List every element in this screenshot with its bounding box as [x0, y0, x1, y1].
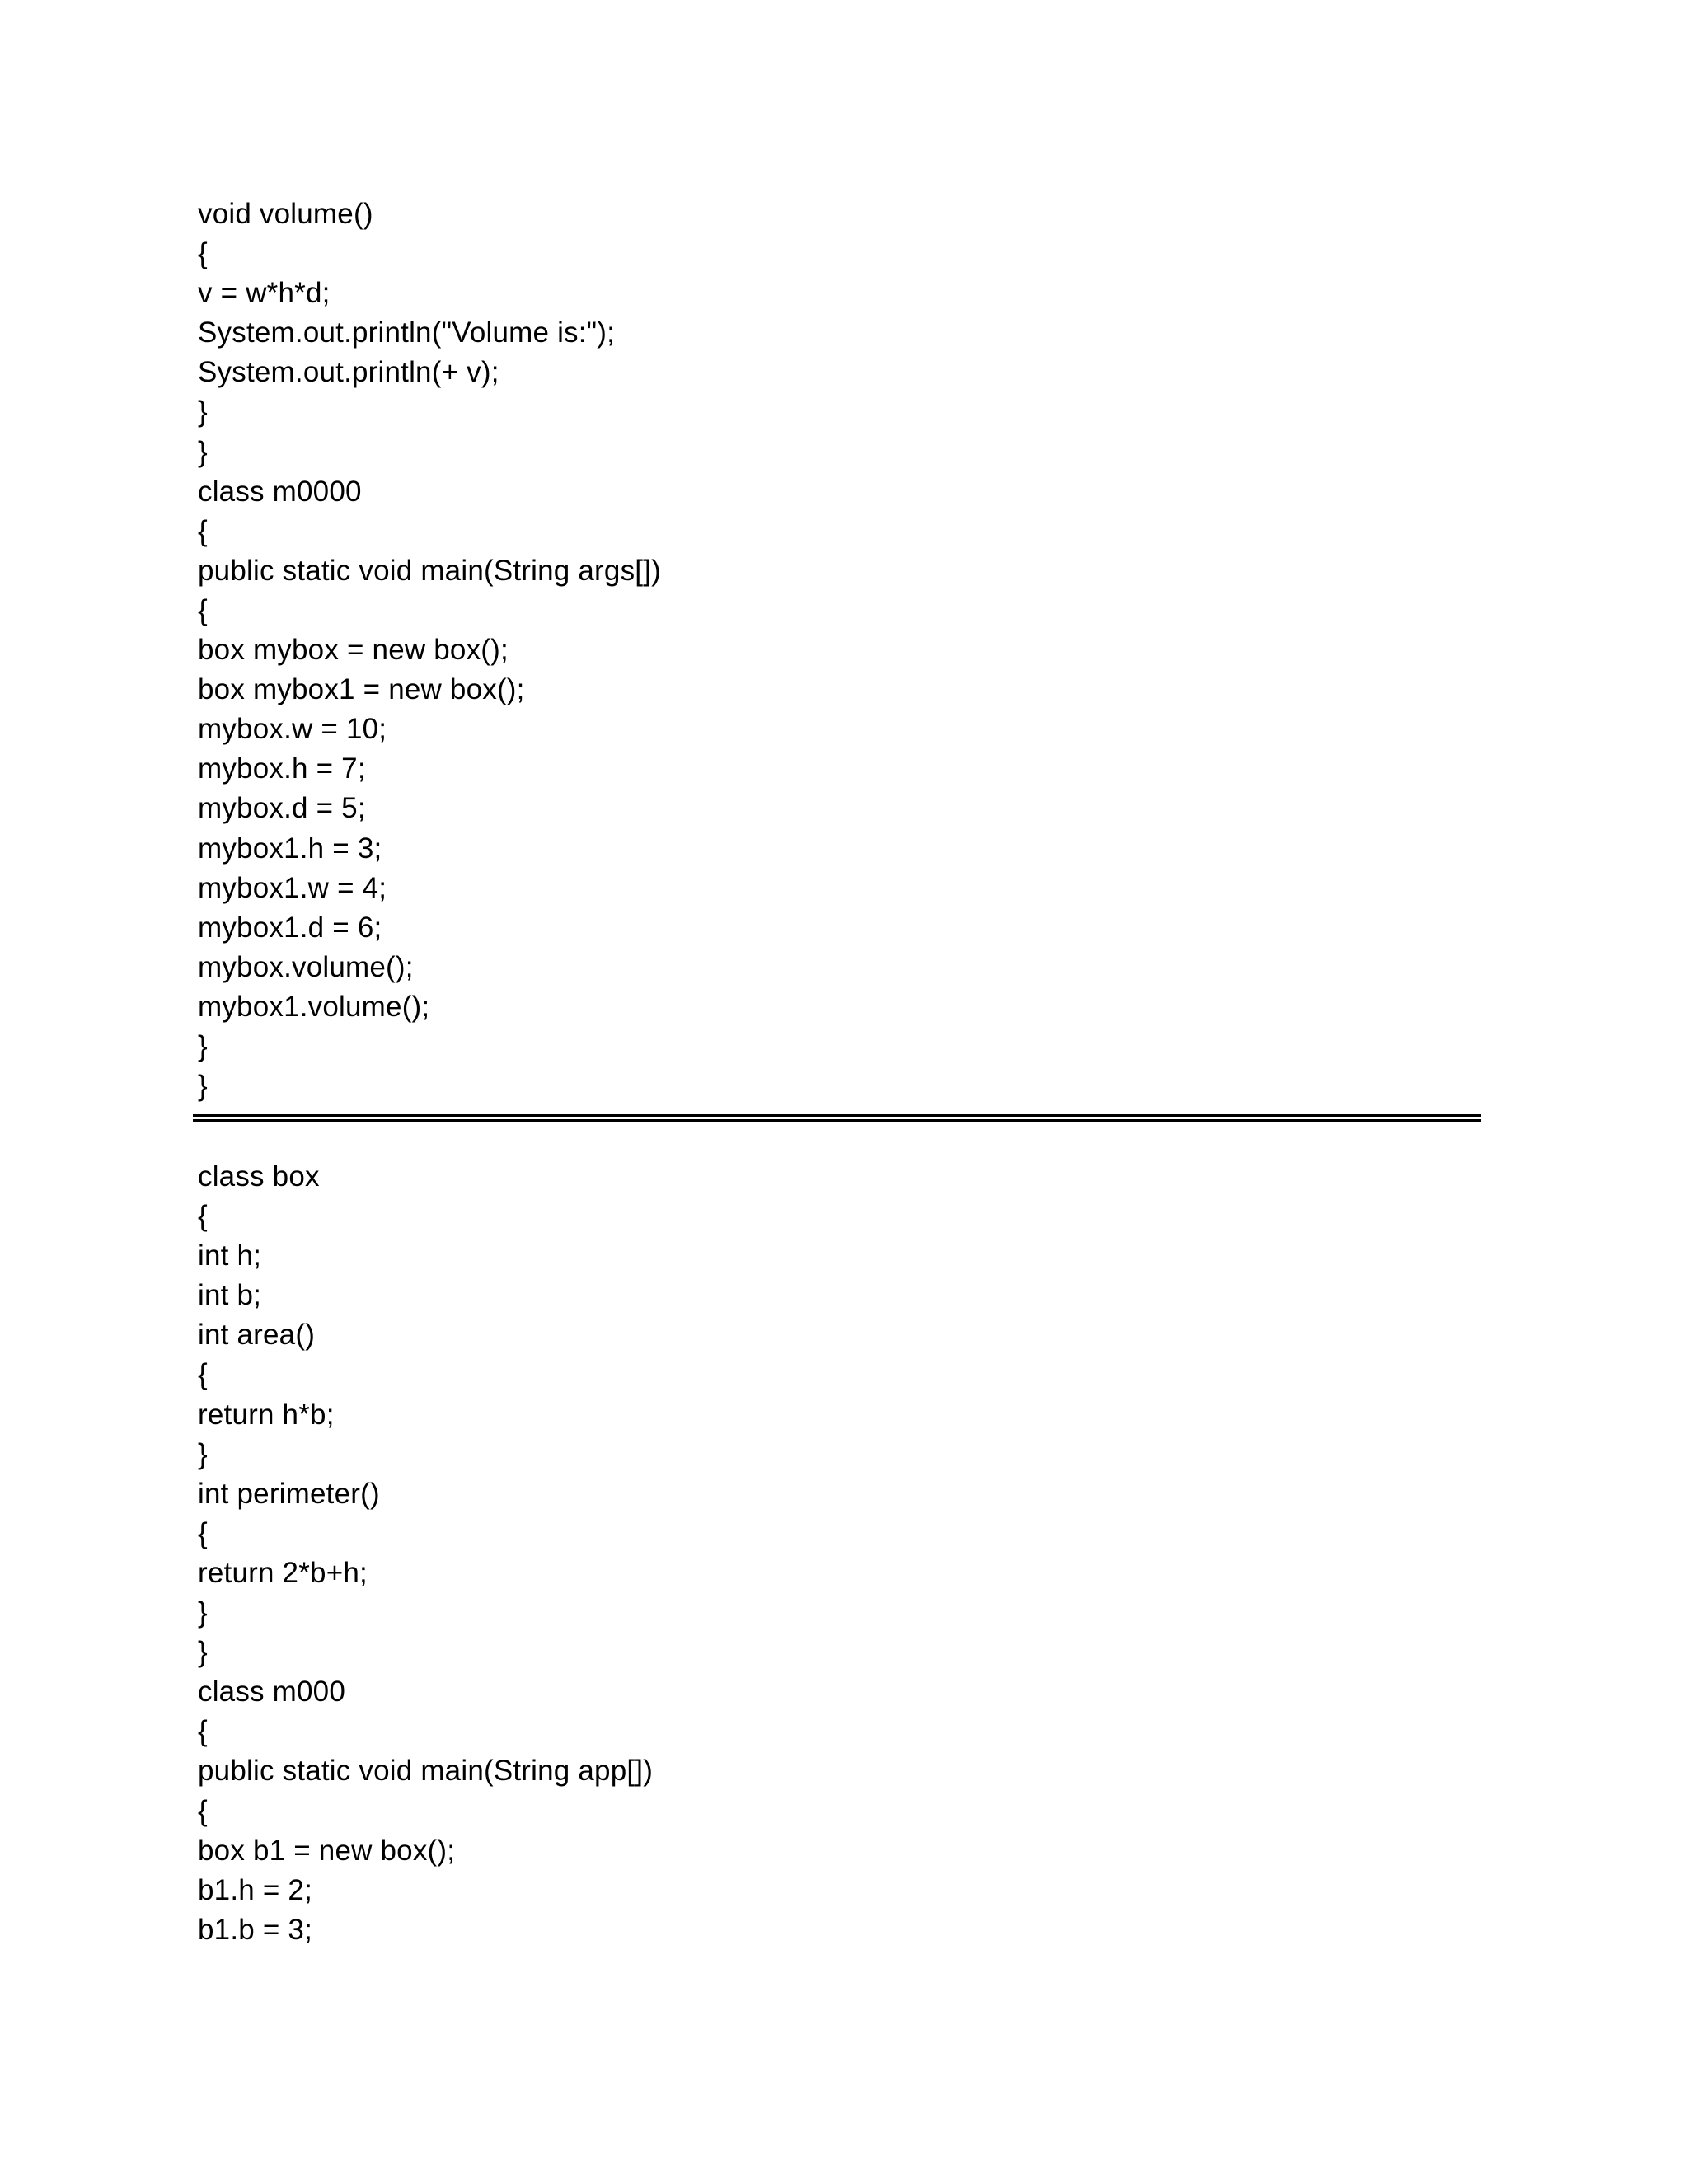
code-block-2 [198, 1157, 653, 1950]
code-line: { [198, 593, 208, 626]
code-line: { [198, 1516, 208, 1549]
code-line: mybox.volume(); [198, 950, 414, 983]
code-line: b1.h = 2; [198, 1873, 312, 1906]
code-line: mybox1.h = 3; [198, 832, 382, 865]
code-line: mybox1.d = 6; [198, 911, 382, 944]
code-line: { [198, 1715, 208, 1748]
code-line: int b; [198, 1279, 262, 1312]
code-line: } [198, 435, 208, 468]
code-line: } [198, 1636, 208, 1669]
code-line: } [198, 1596, 208, 1629]
code-line: int perimeter() [198, 1477, 380, 1510]
code-line: { [198, 237, 208, 270]
code-block-1 [198, 194, 661, 1106]
code-line: b1.b = 3; [198, 1913, 312, 1946]
code-line: mybox.w = 10; [198, 713, 387, 746]
code-line: } [198, 1029, 208, 1062]
code-line: box b1 = new box(); [198, 1834, 456, 1867]
code-line: class box [198, 1160, 320, 1193]
code-line: void volume() [198, 198, 373, 230]
code-line: mybox1.w = 4; [198, 871, 387, 904]
code-line: class m000 [198, 1675, 346, 1708]
code-line: { [198, 1200, 208, 1233]
code-line: System.out.println(+ v); [198, 356, 499, 389]
code-line: int area() [198, 1319, 316, 1352]
code-line: public static void main(String args[]) [198, 554, 661, 587]
code-line: int h; [198, 1240, 262, 1272]
code-line: { [198, 514, 208, 547]
code-line: { [198, 1358, 208, 1391]
code-line: mybox1.volume(); [198, 990, 430, 1023]
double-rule-divider [193, 1114, 1481, 1122]
code-line: } [198, 396, 208, 429]
code-line: } [198, 1070, 208, 1103]
code-line: box mybox1 = new box(); [198, 673, 525, 706]
code-line: mybox.h = 7; [198, 752, 366, 785]
code-line: } [198, 1437, 208, 1470]
code-line: System.out.println("Volume is:"); [198, 316, 616, 349]
code-line: class m0000 [198, 475, 362, 508]
code-line: mybox.d = 5; [198, 792, 366, 825]
code-line: return 2*b+h; [198, 1556, 368, 1589]
code-line: public static void main(String app[]) [198, 1755, 654, 1788]
code-line: box mybox = new box(); [198, 634, 509, 667]
code-line: return h*b; [198, 1398, 335, 1431]
code-line: v = w*h*d; [198, 277, 331, 310]
code-line: { [198, 1794, 208, 1827]
